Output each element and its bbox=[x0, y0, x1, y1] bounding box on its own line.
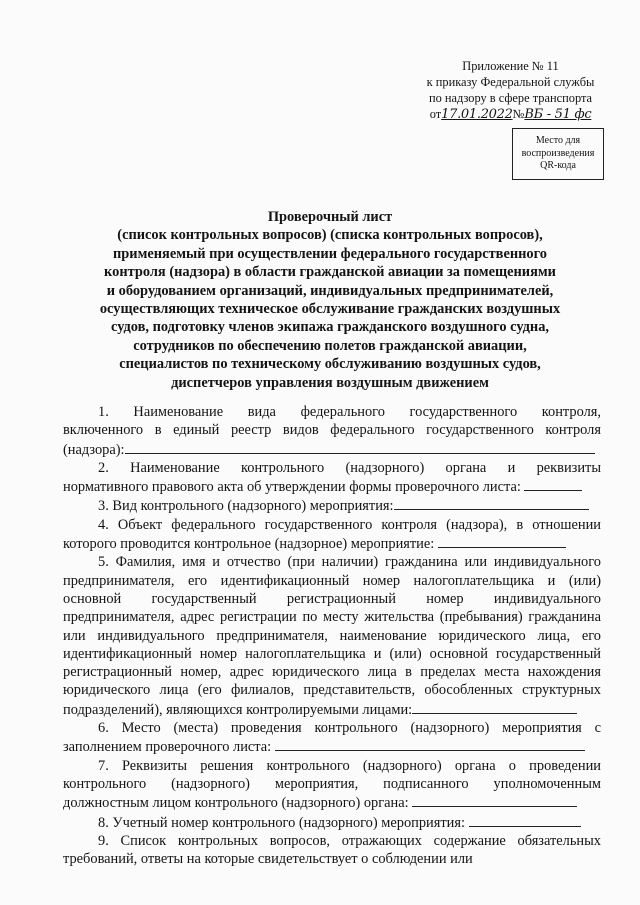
qr-label-2: воспроизведения bbox=[521, 147, 595, 159]
fill-line[interactable] bbox=[524, 477, 582, 491]
item-1-line: 1. Наименование вида федерального государственного контроля, bbox=[98, 404, 601, 420]
title-line: судов, подготовку членов экипажа гражданского воздушного судна, bbox=[111, 319, 549, 336]
annex-date: 17.01.2022 bbox=[441, 107, 513, 122]
title-line: (список контрольных вопросов) (списка контрольных вопросов), bbox=[117, 227, 543, 244]
item-4-line: 4. Объект федерального государственного контроля (надзора), в отношении bbox=[98, 516, 601, 533]
fill-line[interactable] bbox=[469, 813, 581, 827]
item-5-line: идентификационный номер налогоплательщика и (или) основной государственный bbox=[63, 645, 601, 662]
item-6-field: заполнением проверочного листа: bbox=[63, 737, 601, 756]
title-line: применяемый при осуществлении федерального государственного bbox=[112, 245, 547, 262]
annex-number-sign: № bbox=[512, 107, 525, 121]
item-1-line: включенного в единый реестр видов федерального государственного контроля bbox=[63, 422, 601, 439]
item-3-field: 3. Вид контрольного (надзорного) мероприятия: bbox=[63, 496, 601, 515]
qr-label-3: QR-кода bbox=[540, 160, 576, 172]
title-line: Проверочный лист bbox=[267, 209, 393, 225]
title-line: сотрудников по обеспечению полетов гражданской авиации, bbox=[133, 337, 527, 354]
annex-from-label: от bbox=[429, 107, 442, 121]
item-2-field: нормативного правового акта об утверждении формы проверочного листа: bbox=[63, 477, 601, 496]
item-5-line: основной государственный регистрационный номер индивидуального bbox=[63, 590, 601, 607]
document-body bbox=[63, 403, 601, 868]
fill-line[interactable] bbox=[438, 534, 566, 548]
fill-line[interactable] bbox=[412, 793, 577, 807]
item-7-field: должностным лицом контрольного (надзорного) органа: bbox=[63, 793, 601, 812]
item-5-line: или индивидуального предпринимателя, наименование юридического лица, его bbox=[63, 627, 601, 644]
title-line: специалистов по техническому обслуживанию воздушных судов, bbox=[119, 356, 541, 373]
item-5-line: 5. Фамилия, имя и отчество (при наличии) гражданина или индивидуального bbox=[98, 554, 601, 571]
item-5-line: регистрационный номер, адрес юридического лица в пределах места нахождения bbox=[63, 664, 601, 681]
fill-line[interactable] bbox=[125, 440, 595, 454]
item-5-line: предпринимателя, адрес регистрации по месту жительства (пребывания) гражданина bbox=[63, 609, 601, 626]
title-line: диспетчеров управления воздушным движением bbox=[171, 374, 489, 391]
item-5-line: предпринимателя, его идентификационный номер налогоплательщика и (или) bbox=[63, 572, 601, 589]
item-1-field: (надзора): bbox=[63, 440, 601, 459]
item-7-line: 7. Реквизиты решения контрольного (надзорного) органа о проведении bbox=[98, 757, 601, 774]
item-4-field: которого проводится контрольное (надзорное) мероприятие: bbox=[63, 534, 601, 553]
item-9-line: требований, ответы на которые свидетельствует о соблюдении или bbox=[63, 851, 473, 868]
item-8-field: 8. Учетный номер контрольного (надзорного) мероприятия: bbox=[63, 813, 601, 832]
fill-line[interactable] bbox=[412, 700, 577, 714]
item-7-line: контрольного (надзорного) мероприятия, подписанного уполномоченным bbox=[63, 775, 601, 792]
qr-label-1: Место для bbox=[535, 135, 581, 147]
item-9-line: 9. Список контрольных вопросов, отражающих содержание обязательных bbox=[98, 832, 601, 849]
annex-agency: по надзору в сфере транспорта bbox=[428, 91, 593, 105]
document-title bbox=[80, 208, 580, 392]
annex-order-number: ВБ - 51 фс bbox=[524, 107, 592, 122]
fill-line[interactable] bbox=[275, 737, 585, 751]
annex-header bbox=[408, 58, 613, 123]
fill-line[interactable] bbox=[394, 496, 589, 510]
title-line: контроля (надзора) в области гражданской авиации за помещениями bbox=[104, 264, 556, 281]
item-2-line: 2. Наименование контрольного (надзорного) органа и реквизиты bbox=[98, 459, 601, 476]
item-5-field: подразделений), являющихся контролируемыми лицами: bbox=[63, 700, 601, 719]
item-5-line: юридического лица (его филиалов, представительств, обособленных структурных bbox=[63, 682, 601, 699]
qr-code-placeholder bbox=[512, 128, 604, 180]
annex-order-ref: к приказу Федеральной службы bbox=[426, 75, 595, 89]
item-6-line: 6. Место (места) проведения контрольного (надзорного) мероприятия с bbox=[98, 720, 601, 737]
title-line: и оборудованием организаций, индивидуальных предпринимателей, bbox=[106, 282, 554, 299]
annex-date-line bbox=[408, 106, 613, 123]
title-line: осуществляющих техническое обслуживание гражданских воздушных bbox=[99, 301, 561, 318]
annex-number: Приложение № 11 bbox=[462, 59, 559, 73]
